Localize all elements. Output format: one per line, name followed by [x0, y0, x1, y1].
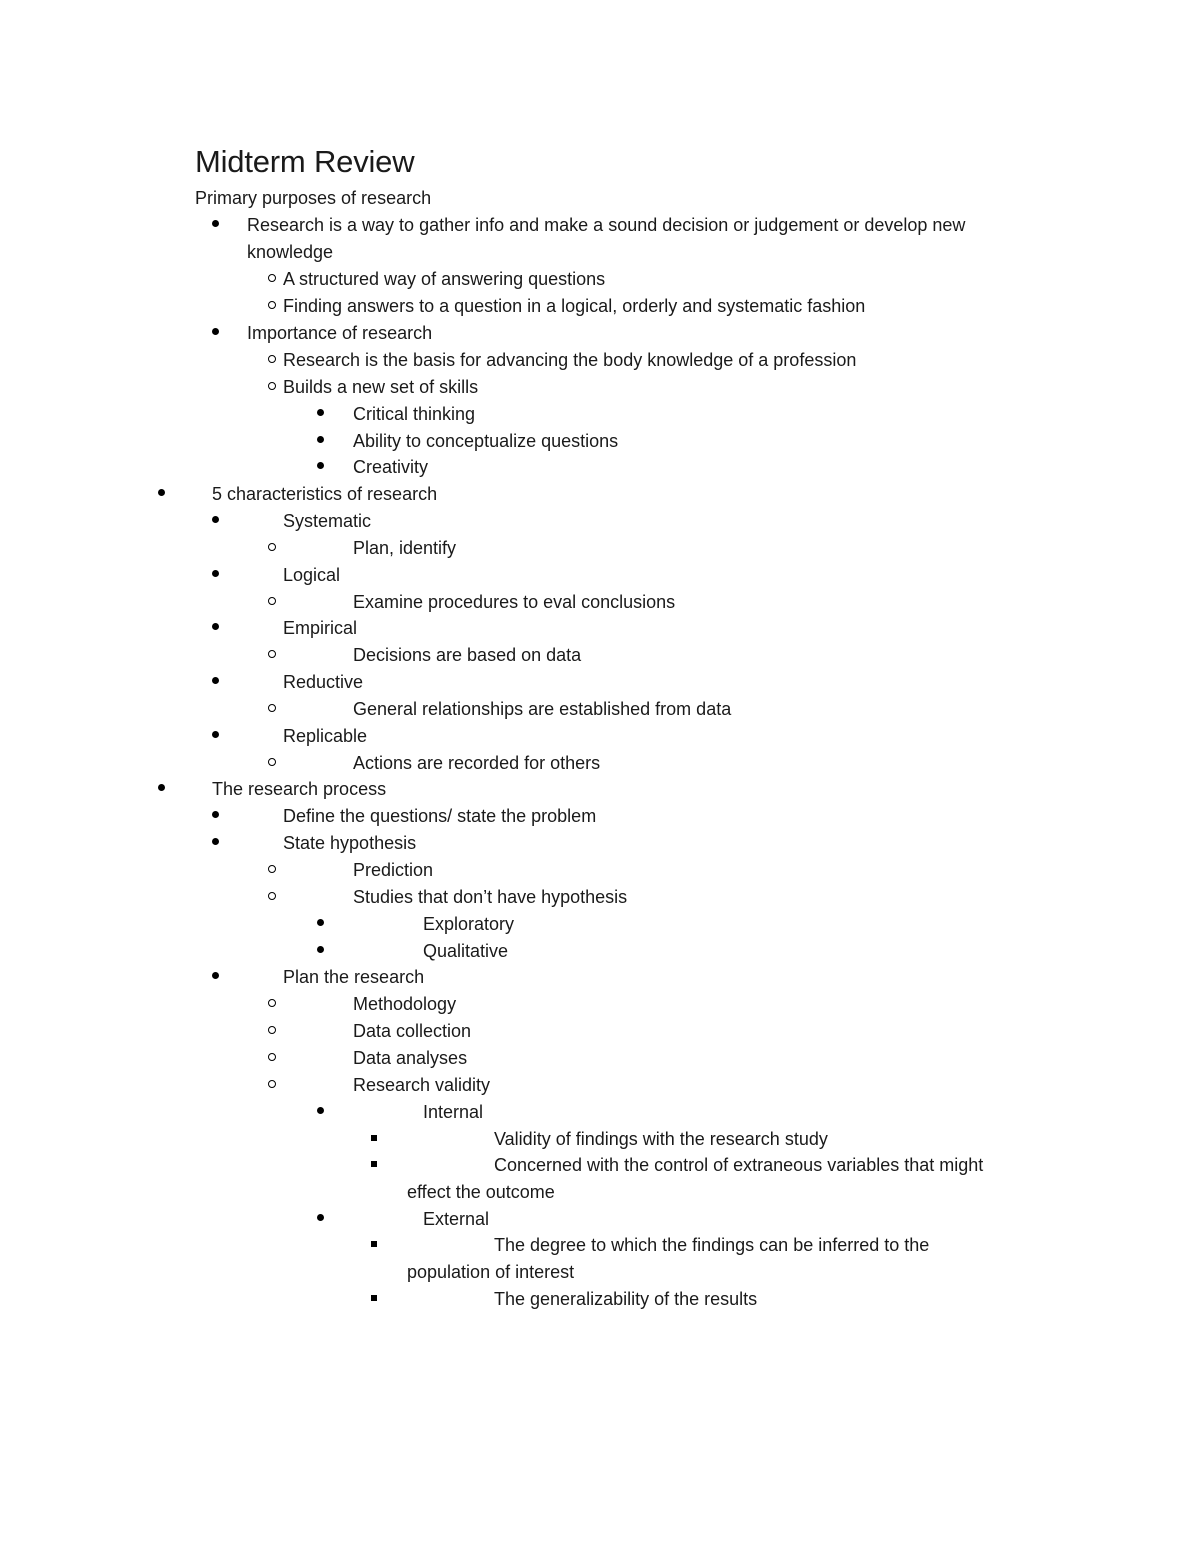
list-item-text: The research process	[212, 779, 387, 799]
list-item-text: Concerned with the control of extraneous variables that might	[494, 1155, 984, 1175]
list-item-text: Define the questions/ state the problem	[283, 806, 597, 826]
bullet-dot-icon	[212, 811, 219, 818]
bullet-circle-icon	[268, 301, 276, 309]
list-item	[0, 642, 1200, 669]
list-item	[0, 589, 1200, 616]
list-item	[0, 938, 1200, 965]
bullet-dot-icon	[317, 1214, 324, 1221]
bullet-square-icon	[371, 1295, 377, 1301]
list-item-text: Creativity	[353, 457, 429, 477]
bullet-square-icon	[371, 1241, 377, 1247]
list-item	[0, 535, 1200, 562]
bullet-circle-icon	[268, 892, 276, 900]
list-item	[0, 401, 1200, 428]
list-item	[0, 374, 1200, 401]
section-heading: Primary purposes of research	[195, 188, 432, 208]
list-item	[0, 1045, 1200, 1072]
list-item	[0, 803, 1200, 830]
bullet-circle-icon	[268, 382, 276, 390]
list-item-text: Data analyses	[353, 1048, 468, 1068]
list-item	[0, 1099, 1200, 1126]
list-item	[0, 481, 1200, 508]
list-item	[0, 857, 1200, 884]
bullet-square-icon	[371, 1135, 377, 1141]
list-item-text: population of interest	[407, 1262, 575, 1282]
list-item	[0, 266, 1200, 293]
list-item-text: Qualitative	[423, 941, 509, 961]
list-item-text: Ability to conceptualize questions	[353, 431, 619, 451]
list-item	[0, 696, 1200, 723]
list-item-text: Research is a way to gather info and make a sound decision or judgement or develop new	[247, 215, 966, 235]
list-item	[0, 991, 1200, 1018]
list-item	[0, 830, 1200, 857]
list-item-text: Importance of research	[247, 323, 433, 343]
bullet-circle-icon	[268, 543, 276, 551]
list-item	[0, 212, 1200, 239]
bullet-circle-icon	[268, 650, 276, 658]
list-item-text: Methodology	[353, 994, 457, 1014]
bullet-dot-icon	[212, 516, 219, 523]
list-item	[0, 1126, 1200, 1153]
list-item	[0, 1232, 1200, 1259]
bullet-dot-icon	[212, 677, 219, 684]
bullet-dot-icon	[317, 462, 324, 469]
list-item-text: Exploratory	[423, 914, 515, 934]
list-item-text: Finding answers to a question in a logical, orderly and systematic fashion	[283, 296, 866, 316]
list-item-text: Validity of findings with the research study	[494, 1129, 828, 1149]
bullet-dot-icon	[158, 784, 165, 791]
list-item	[0, 1179, 1200, 1206]
bullet-dot-icon	[212, 972, 219, 979]
list-item	[0, 750, 1200, 777]
list-item-text: Research is the basis for advancing the body knowledge of a profession	[283, 350, 857, 370]
bullet-dot-icon	[212, 220, 219, 227]
bullet-dot-icon	[212, 731, 219, 738]
page-title: Midterm Review	[195, 144, 415, 179]
list-item	[0, 1152, 1200, 1179]
bullet-dot-icon	[317, 436, 324, 443]
bullet-circle-icon	[268, 597, 276, 605]
list-item	[0, 1286, 1200, 1313]
list-item-text: The degree to which the findings can be inferred to the	[494, 1235, 930, 1255]
bullet-dot-icon	[212, 328, 219, 335]
list-item-text: A structured way of answering questions	[283, 269, 606, 289]
list-item-text: Systematic	[283, 511, 372, 531]
list-item-text: Critical thinking	[353, 404, 476, 424]
bullet-dot-icon	[212, 838, 219, 845]
list-item-text: Actions are recorded for others	[353, 753, 601, 773]
list-item-text: Reductive	[283, 672, 364, 692]
list-item	[0, 508, 1200, 535]
list-item	[0, 776, 1200, 803]
list-item	[0, 669, 1200, 696]
bullet-circle-icon	[268, 758, 276, 766]
bullet-circle-icon	[268, 1026, 276, 1034]
bullet-circle-icon	[268, 704, 276, 712]
list-item-text: General relationships are established from data	[353, 699, 732, 719]
list-item	[0, 1018, 1200, 1045]
bullet-dot-icon	[317, 919, 324, 926]
bullet-dot-icon	[317, 946, 324, 953]
bullet-circle-icon	[268, 1053, 276, 1061]
list-item	[0, 884, 1200, 911]
bullet-circle-icon	[268, 1080, 276, 1088]
list-item-text: Examine procedures to eval conclusions	[353, 592, 676, 612]
list-item	[0, 615, 1200, 642]
list-item-text: effect the outcome	[407, 1182, 555, 1202]
list-item-text: Plan the research	[283, 967, 425, 987]
list-item	[0, 911, 1200, 938]
list-item-text: 5 characteristics of research	[212, 484, 438, 504]
bullet-square-icon	[371, 1161, 377, 1167]
bullet-dot-icon	[317, 1107, 324, 1114]
list-item-text: Prediction	[353, 860, 434, 880]
list-item-text: knowledge	[247, 242, 334, 262]
list-item	[0, 320, 1200, 347]
list-item	[0, 239, 1200, 266]
list-item-text: Plan, identify	[353, 538, 457, 558]
list-item-text: Replicable	[283, 726, 368, 746]
list-item	[0, 347, 1200, 374]
bullet-dot-icon	[158, 489, 165, 496]
list-item-text: External	[423, 1209, 490, 1229]
list-item-text: Logical	[283, 565, 341, 585]
list-item-text: Empirical	[283, 618, 358, 638]
bullet-dot-icon	[317, 409, 324, 416]
list-item-text: Builds a new set of skills	[283, 377, 479, 397]
bullet-dot-icon	[212, 570, 219, 577]
list-item	[0, 428, 1200, 455]
bullet-circle-icon	[268, 999, 276, 1007]
list-item	[0, 723, 1200, 750]
list-item-text: Research validity	[353, 1075, 491, 1095]
list-item	[0, 562, 1200, 589]
bullet-dot-icon	[212, 623, 219, 630]
bullet-circle-icon	[268, 865, 276, 873]
list-item-text: State hypothesis	[283, 833, 417, 853]
list-item-text: Data collection	[353, 1021, 472, 1041]
list-item-text: Internal	[423, 1102, 484, 1122]
list-item	[0, 293, 1200, 320]
list-item-text: Decisions are based on data	[353, 645, 582, 665]
list-item-text: The generalizability of the results	[494, 1289, 758, 1309]
list-item	[0, 1206, 1200, 1233]
list-item	[0, 1259, 1200, 1286]
list-item	[0, 454, 1200, 481]
bullet-circle-icon	[268, 274, 276, 282]
list-item	[0, 1072, 1200, 1099]
list-item	[0, 964, 1200, 991]
bullet-circle-icon	[268, 355, 276, 363]
list-item-text: Studies that don’t have hypothesis	[353, 887, 628, 907]
